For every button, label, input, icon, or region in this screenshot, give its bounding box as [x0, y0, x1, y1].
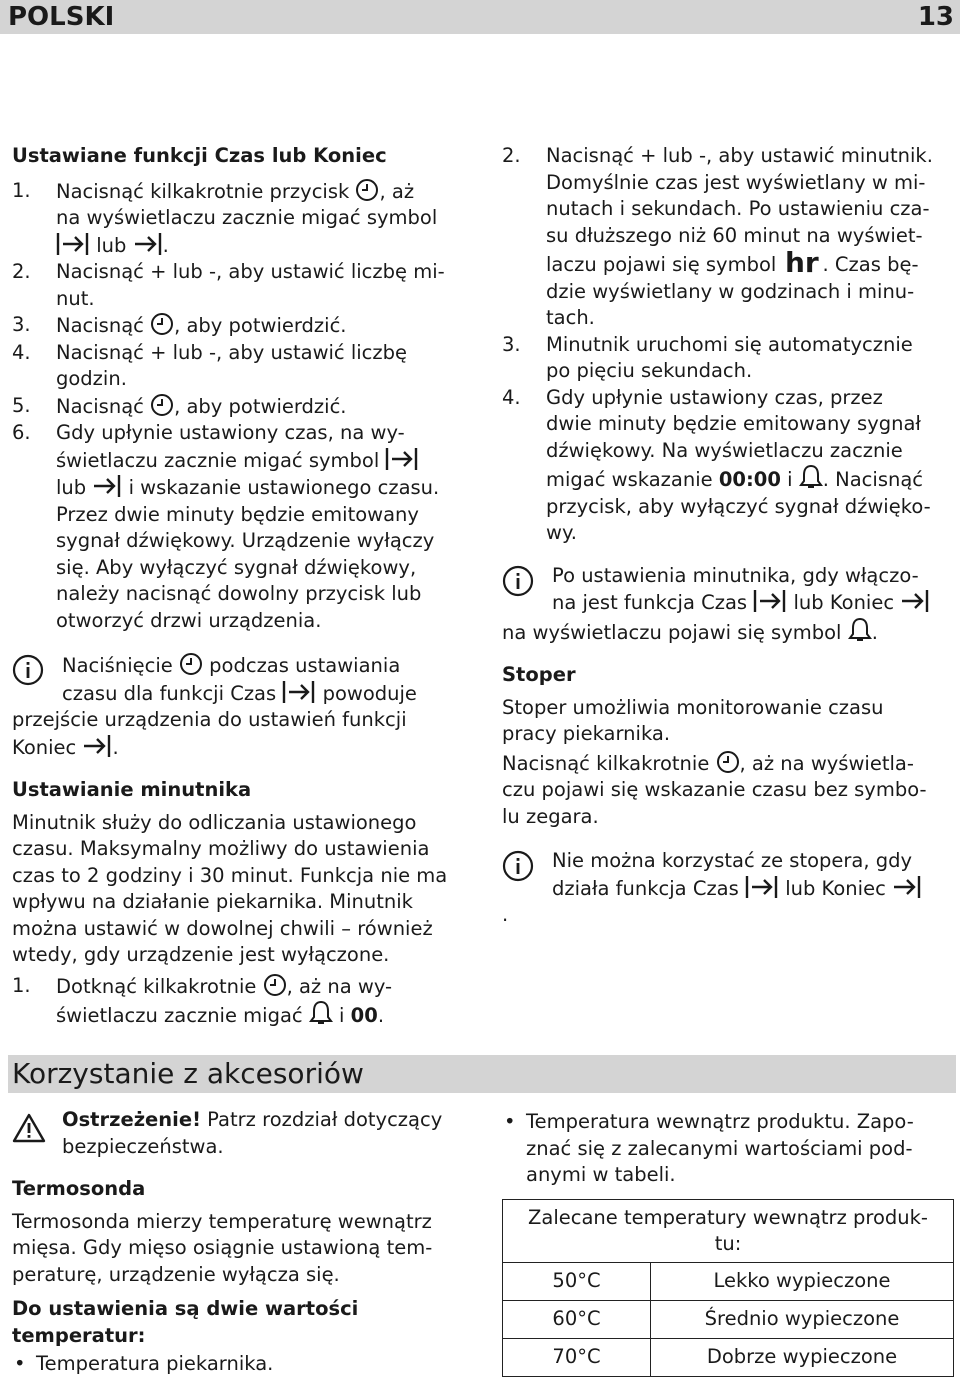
info-note-2: Po ustawienia minutnika, gdy włączo- na jest funkcja Czas lub Koniec na wyświetlaczu pojawi się symbol .: [502, 563, 954, 647]
duration-icon: [385, 447, 419, 471]
table-cell-desc: Lekko wypieczone: [651, 1262, 954, 1300]
end-time-icon: [133, 232, 163, 256]
accessories-right: [502, 1109, 954, 1377]
table-cell-desc: Średnio wypieczone: [651, 1300, 954, 1338]
stopwatch-paragraph-2: Nacisnąć kilkakrotnie , aż na wyświetla- czu pojawi się wskazanie czasu bez symbo- lu zegara.: [502, 751, 927, 828]
bullet-core-temp: • Temperatura wewnątrz produktu. Zapo- znać się z zalecanymi wartościami pod- anymi w tabeli.: [502, 1109, 954, 1189]
info-icon: [502, 850, 534, 882]
page-header: [0, 0, 960, 34]
page-number: 13: [917, 2, 954, 32]
table-header-row: [503, 1199, 954, 1262]
step-3: 3. Nacisnąć , aby potwierdzić.: [12, 313, 347, 337]
timer-step-4: 4. Gdy upłynie ustawiony czas, przez dwie minuty będzie emitowany sygnał dźwiękowy. Na wyświetlaczu zacznie migać wskazanie 00:00 i . Nacisnąć przycisk, aby wyłączyć sygnał dźwięko- wy.: [502, 385, 931, 544]
clock-icon: [263, 973, 287, 997]
clock-icon: [355, 178, 379, 202]
bell-icon: [799, 464, 823, 490]
timer-step-2: 2. Nacisnąć + lub -, aby ustawić minutnik. Domyślnie czas jest wyświetlany w mi- nutach i sekundach. Po ustawieniu cza- su dłuższego niż 60 minut na wyświet- laczu pojawi się symbol hr . Czas bę- dzie wyświetlany w godzinach i minu- tach.: [502, 144, 933, 329]
heading-two-temps: Do ustawienia są dwie wartości temperatur:: [12, 1297, 359, 1347]
duration-icon: [753, 589, 787, 613]
probe-paragraph: Termosonda mierzy temperaturę wewnątrz mięsa. Gdy mięso osiągnie ustawioną tem- peraturę, urządzenie wyłącza się.: [12, 1209, 433, 1286]
duration-icon: [282, 680, 316, 704]
step-5: 5. Nacisnąć , aby potwierdzić.: [12, 393, 347, 418]
accessories-left: [12, 1107, 472, 1378]
timer-step-3: 3. Minutnik uruchomi się automatycznie po pięciu sekundach.: [502, 332, 913, 382]
clock-icon: [179, 652, 203, 676]
duration-icon: [56, 232, 90, 256]
heading-time-end: Ustawiane funkcji Czas lub Koniec: [12, 144, 387, 167]
table-cell-temp: 60°C: [503, 1300, 651, 1338]
svg-text:hr: hr: [784, 249, 819, 275]
table-header: Zalecane temperatury wewnątrz produk- tu:: [503, 1199, 954, 1262]
end-time-icon: [92, 474, 122, 498]
bell-icon: [309, 1000, 333, 1026]
heading-probe: Termosonda: [12, 1177, 146, 1200]
bell-icon: [848, 617, 872, 643]
info-note-1: Naciśnięcie podczas ustawiania czasu dla funkcji Czas powoduje przejście urządzenia do ustawień funkcji Koniec .: [12, 654, 417, 759]
table-cell-temp: 70°C: [503, 1338, 651, 1376]
table-row: [503, 1300, 954, 1338]
info-note-3: Nie można korzystać ze stopera, gdy działa funkcja Czas lub Koniec .: [502, 848, 954, 929]
temperature-table: [502, 1199, 954, 1377]
stopwatch-paragraph-1: Stoper umożliwia monitorowanie czasu pracy piekarnika.: [502, 695, 884, 745]
heading-stopwatch: Stoper: [502, 663, 576, 686]
info-icon: [502, 565, 534, 597]
clock-icon: [150, 393, 174, 417]
heading-timer: Ustawianie minutnika: [12, 778, 252, 801]
table-row: [503, 1262, 954, 1300]
step-6: 6. Gdy upłynie ustawiony czas, na wy- świetlaczu zacznie migać symbol lub i wskazanie ustawionego czasu. Przez dwie minuty będzie emitowany sygnał dźwiękowy. Urządzenie wyłączy się. Aby wyłączyć sygnał dźwiękowy, należy nacisnąć dowolny przycisk lub otworzyć drzwi urządzenia.: [12, 421, 440, 632]
step-1: 1. Nacisnąć kilkakrotnie przycisk , aż na wyświetlaczu zacznie migać symbol lub .: [12, 178, 438, 257]
section-title-bar: [8, 1055, 956, 1093]
left-column: [12, 143, 472, 1030]
step-2: 2. Nacisnąć + lub -, aby ustawić liczbę mi- nut.: [12, 260, 445, 310]
hours-icon: [783, 249, 823, 275]
timer-paragraph: Minutnik służy do odliczania ustawionego czasu. Maksymalny możliwy do ustawienia czas to 2 godziny i 30 minut. Funkcja nie ma wpływu na działanie piekarnika. Minutnik można ustawić w dowolnej chwili – również wtedy, gdy urządzenie jest wyłączone.: [12, 810, 448, 966]
clock-icon: [150, 312, 174, 336]
end-time-icon: [82, 734, 112, 758]
right-column: [502, 143, 954, 929]
clock-icon: [716, 750, 740, 774]
duration-icon: [745, 875, 779, 899]
step-4: 4. Nacisnąć + lub -, aby ustawić liczbę godzin.: [12, 340, 408, 390]
section-title: Korzystanie z akcesoriów: [12, 1057, 364, 1090]
end-time-icon: [892, 875, 922, 899]
language-label: POLSKI: [8, 2, 115, 32]
table-cell-temp: 50°C: [503, 1262, 651, 1300]
table-cell-desc: Dobrze wypieczone: [651, 1338, 954, 1376]
end-time-icon: [900, 589, 930, 613]
info-icon: [12, 654, 44, 686]
table-row: [503, 1338, 954, 1376]
bullet-oven-temp: • Temperatura piekarnika.: [12, 1351, 472, 1378]
warning-note: Ostrzeżenie! Patrz rozdział dotyczący bezpieczeństwa.: [12, 1107, 472, 1160]
warning-icon: [12, 1113, 46, 1143]
timer-step-1: 1. Dotknąć kilkakrotnie , aż na wy- świetlaczu zacznie migać i 00.: [12, 973, 393, 1027]
